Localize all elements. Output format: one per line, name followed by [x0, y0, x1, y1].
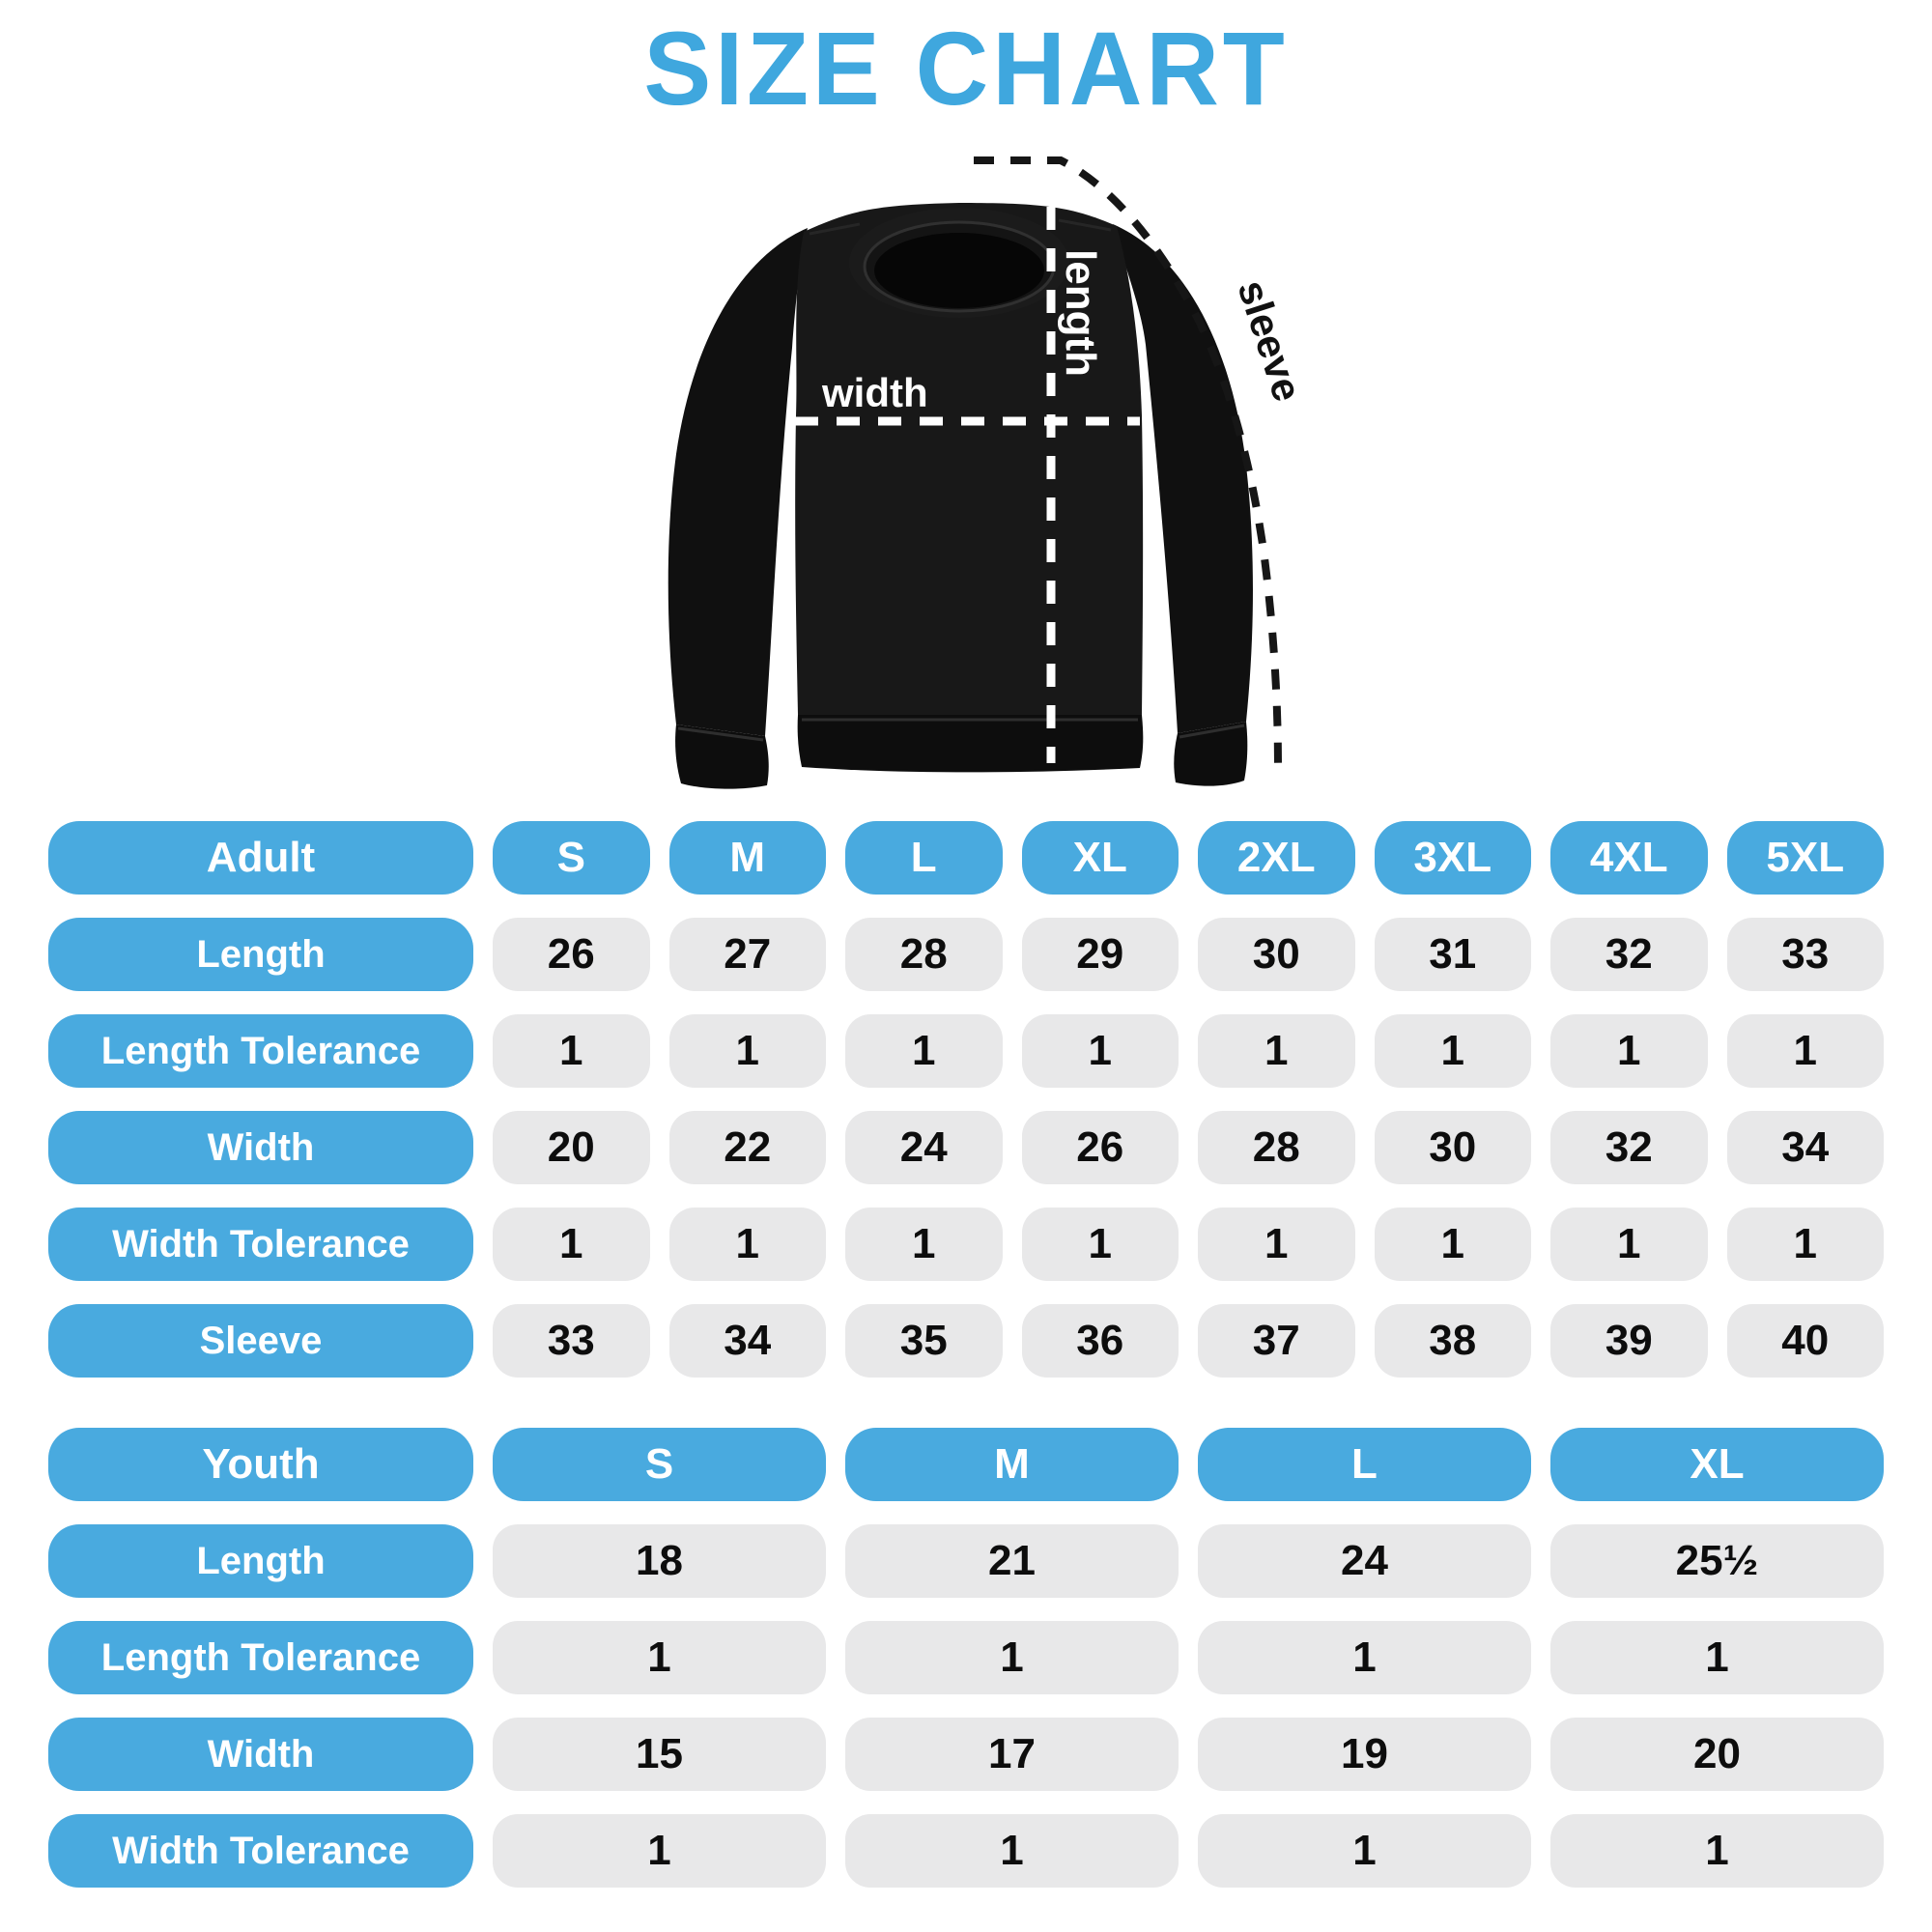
adult-size-value: 28 [845, 918, 1003, 991]
adult-size-value: 33 [493, 1304, 650, 1378]
adult-size-header: 5XL [1727, 821, 1885, 895]
size-tables [48, 821, 1884, 1888]
youth-size-value: 1 [845, 1621, 1179, 1694]
adult-size-value: 38 [1375, 1304, 1532, 1378]
page-title: SIZE CHART [643, 10, 1289, 127]
sleeve-label: sleeve [1229, 274, 1311, 407]
youth-size-value: 21 [845, 1524, 1179, 1598]
adult-size-value: 1 [1727, 1208, 1885, 1281]
sweatshirt-diagram [0, 0, 1932, 831]
youth-size-value: 1 [493, 1814, 826, 1888]
adult-row-label: Length [48, 918, 473, 991]
youth-size-value: 24 [1198, 1524, 1531, 1598]
adult-size-value: 32 [1550, 918, 1708, 991]
adult-size-value: 34 [1727, 1111, 1885, 1184]
adult-size-value: 22 [669, 1111, 827, 1184]
youth-size-value: 1 [1550, 1814, 1884, 1888]
youth-size-value: 1 [845, 1814, 1179, 1888]
adult-size-value: 1 [1022, 1014, 1179, 1088]
adult-size-header: 2XL [1198, 821, 1355, 895]
youth-size-value: 1 [1198, 1621, 1531, 1694]
youth-size-value: 1 [1550, 1621, 1884, 1694]
youth-table-label: Youth [48, 1428, 473, 1501]
adult-size-value: 27 [669, 918, 827, 991]
youth-row-label: Width [48, 1718, 473, 1791]
adult-size-value: 31 [1375, 918, 1532, 991]
adult-size-value: 36 [1022, 1304, 1179, 1378]
adult-size-value: 1 [1375, 1208, 1532, 1281]
adult-size-header: L [845, 821, 1003, 895]
adult-size-value: 24 [845, 1111, 1003, 1184]
adult-row-label: Length Tolerance [48, 1014, 473, 1088]
adult-size-value: 33 [1727, 918, 1885, 991]
length-label: length [1057, 249, 1104, 377]
youth-size-value: 1 [493, 1621, 826, 1694]
youth-size-header: M [845, 1428, 1179, 1501]
adult-size-value: 1 [845, 1208, 1003, 1281]
adult-size-header: 4XL [1550, 821, 1708, 895]
adult-row-label: Sleeve [48, 1304, 473, 1378]
adult-size-value: 1 [493, 1014, 650, 1088]
adult-size-value: 34 [669, 1304, 827, 1378]
youth-size-value: 20 [1550, 1718, 1884, 1791]
adult-size-value: 28 [1198, 1111, 1355, 1184]
youth-size-value: 19 [1198, 1718, 1531, 1791]
youth-row-label: Length [48, 1524, 473, 1598]
adult-size-value: 1 [1550, 1208, 1708, 1281]
adult-size-value: 1 [669, 1208, 827, 1281]
youth-size-header: L [1198, 1428, 1531, 1501]
youth-size-table [48, 1428, 1884, 1888]
adult-row-label: Width Tolerance [48, 1208, 473, 1281]
sweatshirt-illustration [0, 0, 1932, 831]
hem-band [798, 715, 1144, 772]
adult-size-value: 1 [1198, 1014, 1355, 1088]
adult-size-value: 26 [1022, 1111, 1179, 1184]
youth-size-header: S [493, 1428, 826, 1501]
adult-size-value: 29 [1022, 918, 1179, 991]
adult-row-label: Width [48, 1111, 473, 1184]
adult-size-value: 1 [1727, 1014, 1885, 1088]
adult-size-value: 1 [1198, 1208, 1355, 1281]
adult-size-value: 26 [493, 918, 650, 991]
adult-size-header: S [493, 821, 650, 895]
adult-size-header: XL [1022, 821, 1179, 895]
left-sleeve [668, 228, 808, 736]
adult-size-value: 1 [669, 1014, 827, 1088]
adult-size-header: 3XL [1375, 821, 1532, 895]
collar-inner [874, 233, 1044, 308]
adult-size-value: 30 [1375, 1111, 1532, 1184]
adult-size-value: 35 [845, 1304, 1003, 1378]
adult-size-value: 1 [1375, 1014, 1532, 1088]
adult-size-value: 1 [1022, 1208, 1179, 1281]
youth-size-value: 15 [493, 1718, 826, 1791]
youth-size-header: XL [1550, 1428, 1884, 1501]
adult-size-value: 37 [1198, 1304, 1355, 1378]
youth-size-value: 18 [493, 1524, 826, 1598]
adult-size-value: 1 [845, 1014, 1003, 1088]
adult-size-value: 1 [493, 1208, 650, 1281]
adult-table-label: Adult [48, 821, 473, 895]
adult-size-value: 40 [1727, 1304, 1885, 1378]
adult-size-value: 39 [1550, 1304, 1708, 1378]
youth-row-label: Width Tolerance [48, 1814, 473, 1888]
youth-size-value: 25½ [1550, 1524, 1884, 1598]
youth-size-value: 1 [1198, 1814, 1531, 1888]
adult-size-value: 1 [1550, 1014, 1708, 1088]
adult-size-value: 30 [1198, 918, 1355, 991]
adult-size-value: 32 [1550, 1111, 1708, 1184]
adult-size-table [48, 821, 1884, 1378]
adult-size-value: 20 [493, 1111, 650, 1184]
youth-row-label: Length Tolerance [48, 1621, 473, 1694]
width-label: width [822, 370, 928, 415]
youth-size-value: 17 [845, 1718, 1179, 1791]
adult-size-header: M [669, 821, 827, 895]
